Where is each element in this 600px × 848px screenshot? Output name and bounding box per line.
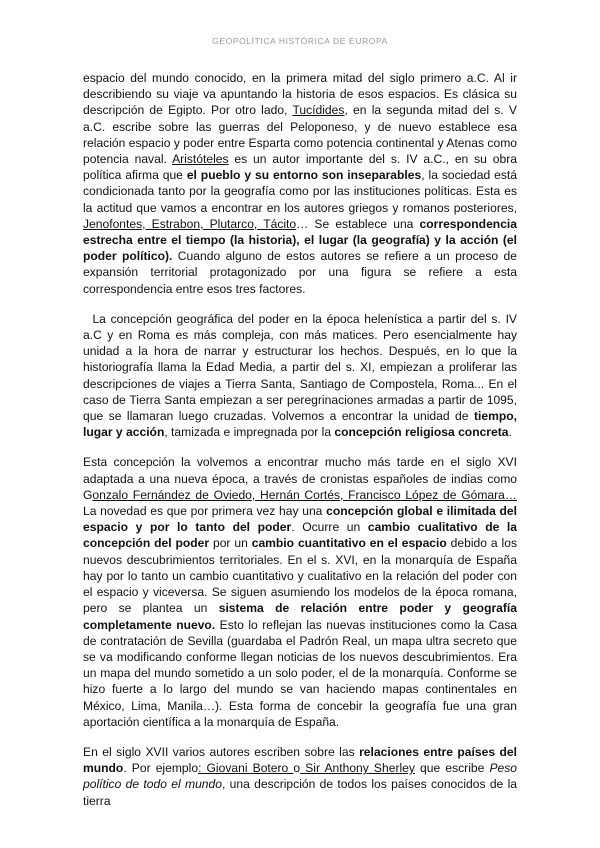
bold-tiempo-lugar-accion: tiempo, lugar y acción xyxy=(83,409,517,440)
paragraph-2: La concepción geográfica del poder en la época helenística a partir del s. IV a.C y en Roma es más compleja, con más matices. Pero esencialmente hay unidad a la hora de narrar y estructurar los hechos. Después, en lo que la historiografía llama la Edad Media, a partir del s. XI, empiezan a proliferar las descripciones de viajes a Tierra Santa, Santiago de Compostela, Roma... En el caso de Tierra Santa empiezan a ser peregrinaciones armadas a partir de 1095, que se llamaran luego cruzadas. Volvemos a encontrar la unidad de tiempo, lugar y acción, tamizada e impregnada por la concepción religiosa concreta. xyxy=(83,311,517,440)
bold-sistema-relacion: sistema de relación entre poder y geografía completamente nuevo. xyxy=(83,601,517,632)
paragraph-4: En el siglo XVII varios autores escriben sobre las relaciones entre países del mundo. Por ejemplo: Giovani Botero o Sir Anthony Sherley que escribe Peso político de todo el mundo, una descripción de todos los países conocidos de la tierra xyxy=(83,744,518,808)
running-header: GEOPOLÍTICA HISTÓRICA DE EUROPA xyxy=(212,36,388,46)
paragraph-3: Esta concepción la volvemos a encontrar mucho más tarde en el siglo XVI adaptada a una nueva época, a través de cronistas españoles de indias como Gonzalo Fernández de Oviedo, Hernán Cortés, Francisco López de Gómara… La novedad es que por primera vez hay una concepción global e ilimitada del espacio y por lo tanto del poder. Ocurre un cambio cualitativo de la concepción del poder por un cambio cuantitativo en el espacio debido a los nuevos descubrimientos territoriales. En el s. XVI, en la monarquía de España hay por lo tanto un cambio cuantitativo y cualitativo en la relación del poder con el espacio y viceversa. Se siguen asumiendo los modelos de la época romana, pero se plantea un sistema de relación entre poder y geografía completamente nuevo. Esto lo reflejan las nuevas instituciones como la Casa de contratación de Sevilla (guardaba el Padrón Real, un mapa ultra secreto que se va modificando conforme llegan noticias de los nuevos descubrimientos. Era un mapa del mundo sometido a un solo poder, el de la monarquía. Conforme se hizo fuerte a lo largo del mundo se van haciendo mapas continentales en México, Lima, Manila…). Esta forma de concebir la geografía fue una gran aportación científica a la monarquía de España. xyxy=(83,455,518,729)
bold-cambio-cualitativo: cambio cualitativo de la concepción del poder xyxy=(83,520,518,551)
document-body xyxy=(83,70,517,823)
bold-cambio-cuantitativo: cambio cuantitativo en el espacio xyxy=(251,536,447,551)
bold-relaciones-paises: relaciones entre países del mundo xyxy=(83,744,517,776)
paragraph-1: espacio del mundo conocido, en la primera mitad del siglo primero a.C. Al ir describiendo su viaje va apuntando la historia de esos espacios. Es clásica su descripción de Egipto. Por otro lado, Tucídides, en la segunda mitad del s. V a.C. escribe sobre las guerras del Peloponeso, y de nuevo establece esa relación espacio y poder entre Esparta como potencia continental y Atenas como potencia naval. Aristóteles es un autor importante del s. IV a.C., en su obra política afirma que el pueblo y su entorno son inseparables, la sociedad está condicionada tanto por la geografía como por las instituciones políticas. Esta es la actitud que vamos a encontrar en los autores griegos y romanos posteriores, Jenofontes, Estrabon, Plutarco, Tácito… Se establece una correspondencia estrecha entre el tiempo (la historia), el lugar (la geografía) y la acción (el poder político). Cuando alguno de estos autores se refiere a un proceso de expansión territorial protagonizado por una figura se refiere a esta correspondencia entre esos tres factores. xyxy=(83,71,517,296)
link-chroniclers[interactable]: onzalo Fernández de Oviedo, Hernán Cortés, Francisco López de Gómara… xyxy=(92,487,517,502)
link-tucidides[interactable]: Tucídides xyxy=(292,103,345,118)
link-anthony-sherley[interactable]: Sir Anthony Sherley xyxy=(300,761,415,776)
bold-concepcion-religiosa: concepción religiosa concreta xyxy=(334,425,509,440)
link-aristoteles[interactable]: Aristóteles xyxy=(172,152,229,167)
bold-concepcion-global: concepción global e ilimitada del espacio y por lo tanto del poder xyxy=(83,504,517,535)
link-giovani-botero[interactable]: : Giovani Botero xyxy=(198,761,294,776)
link-greek-roman-authors[interactable]: Jenofontes, Estrabon, Plutarco, Tácito xyxy=(83,216,297,231)
bold-pueblo-entorno: el pueblo y su entorno son inseparables xyxy=(186,168,422,183)
bold-correspondencia: correspondencia estrecha entre el tiempo (la historia), el lugar (la geografía) y la acción (el poder político). xyxy=(83,216,517,264)
book-title: Peso político de todo el mundo xyxy=(83,761,518,792)
